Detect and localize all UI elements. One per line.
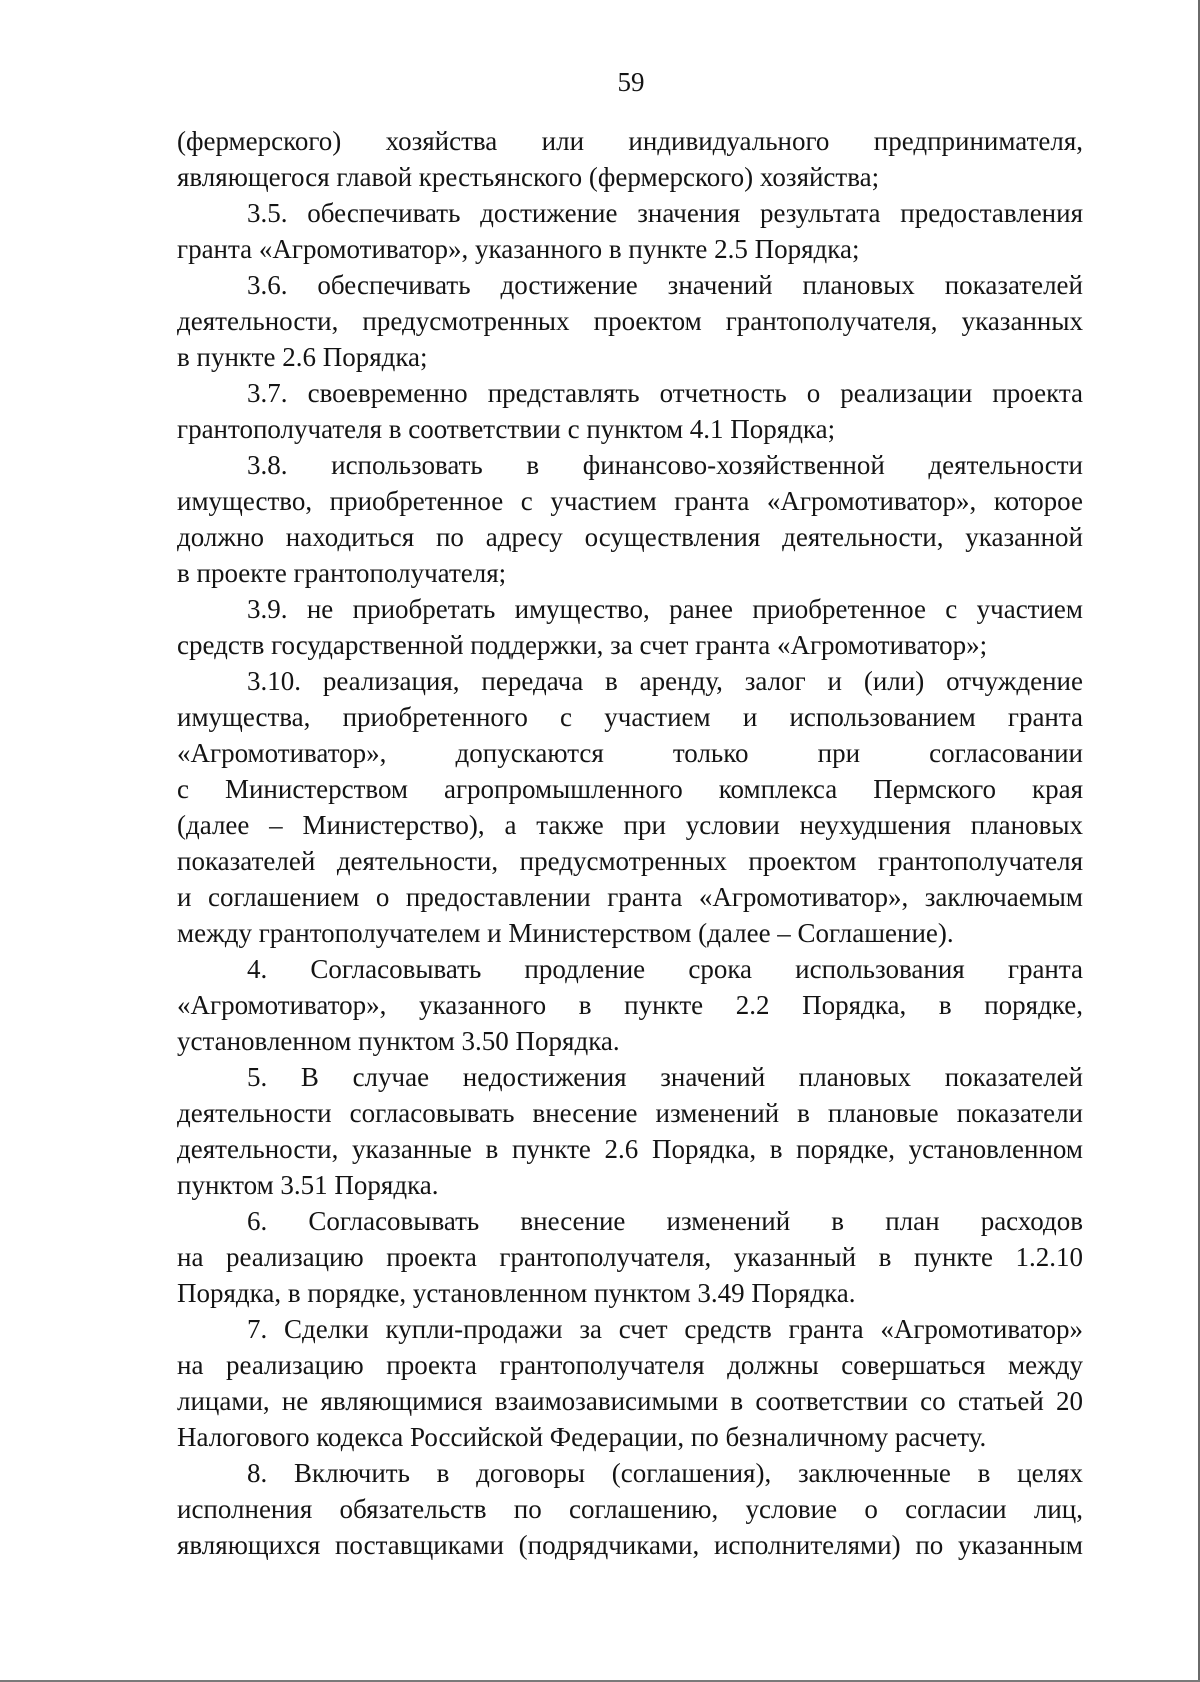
text-line: Порядка, в порядке, установленном пунктом 3.49 Порядка. <box>177 1278 856 1308</box>
text-line: в пункте 2.6 Порядка; <box>177 342 428 372</box>
text-line: «Агромотиватор», допускаются только при согласовании <box>177 738 1083 768</box>
text-line: исполнения обязательств по соглашению, условие о согласии лиц, <box>177 1494 1083 1524</box>
paragraph <box>177 375 1083 447</box>
text-line: 3.5. обеспечивать достижение значения результата предоставления <box>247 198 1083 228</box>
paragraph <box>177 663 1083 951</box>
text-line: 3.8. использовать в финансово-хозяйственной деятельности <box>247 450 1083 480</box>
text-line: между грантополучателем и Министерством (далее – Соглашение). <box>177 918 954 948</box>
text-line: 3.6. обеспечивать достижение значений плановых показателей <box>247 270 1083 300</box>
page-number: 59 <box>617 67 645 97</box>
text-line: 4. Согласовывать продление срока использования гранта <box>247 954 1083 984</box>
text-line: 3.9. не приобретать имущество, ранее приобретенное с участием <box>247 594 1083 624</box>
text-line: являющегося главой крестьянского (фермерского) хозяйства; <box>177 162 880 192</box>
text-line: установленном пунктом 3.50 Порядка. <box>177 1026 620 1056</box>
text-line: 7. Сделки купли-продажи за счет средств гранта «Агромотиватор» <box>247 1314 1083 1344</box>
text-line: лицами, не являющимися взаимозависимыми в соответствии со статьей 20 <box>177 1386 1083 1416</box>
text-line: (далее – Министерство), а также при условии неухудшения плановых <box>177 810 1083 840</box>
text-line: должно находиться по адресу осуществления деятельности, указанной <box>177 522 1083 552</box>
text-line: 5. В случае недостижения значений плановых показателей <box>247 1062 1083 1092</box>
text-line: средств государственной поддержки, за счет гранта «Агромотиватор»; <box>177 630 988 660</box>
text-line: (фермерского) хозяйства или индивидуального предпринимателя, <box>177 126 1083 156</box>
text-line: 3.10. реализация, передача в аренду, залог и (или) отчуждение <box>247 666 1083 696</box>
text-line: деятельности, указанные в пункте 2.6 Порядка, в порядке, установленном <box>177 1134 1083 1164</box>
text-line: являющихся поставщиками (подрядчиками, исполнителями) по указанным <box>177 1530 1083 1560</box>
paragraph <box>177 591 1083 663</box>
body-text <box>177 123 1083 1563</box>
text-line: и соглашением о предоставлении гранта «Агромотиватор», заключаемым <box>177 882 1083 912</box>
text-line: на реализацию проекта грантополучателя должны совершаться между <box>177 1350 1083 1380</box>
text-line: деятельности согласовывать внесение изменений в плановые показатели <box>177 1098 1083 1128</box>
text-line: «Агромотиватор», указанного в пункте 2.2 Порядка, в порядке, <box>177 990 1083 1020</box>
paragraph <box>177 267 1083 375</box>
paragraph <box>177 1203 1083 1311</box>
paragraph <box>177 123 1083 195</box>
paragraph <box>177 195 1083 267</box>
text-line: на реализацию проекта грантополучателя, указанный в пункте 1.2.10 <box>177 1242 1083 1272</box>
text-line: Налогового кодекса Российской Федерации, по безналичному расчету. <box>177 1422 987 1452</box>
text-line: гранта «Агромотиватор», указанного в пункте 2.5 Порядка; <box>177 234 860 264</box>
text-line: имущества, приобретенного с участием и использованием гранта <box>177 702 1083 732</box>
text-line: имущество, приобретенное с участием гранта «Агромотиватор», которое <box>177 486 1083 516</box>
text-line: 8. Включить в договоры (соглашения), заключенные в целях <box>247 1458 1083 1488</box>
text-line: грантополучателя в соответствии с пунктом 4.1 Порядка; <box>177 414 836 444</box>
text-line: пунктом 3.51 Порядка. <box>177 1170 439 1200</box>
paragraph <box>177 951 1083 1059</box>
paragraph <box>177 447 1083 591</box>
paragraph <box>177 1311 1083 1455</box>
paragraph <box>177 1455 1083 1563</box>
text-line: 3.7. своевременно представлять отчетность о реализации проекта <box>247 378 1083 408</box>
text-line: в проекте грантополучателя; <box>177 558 507 588</box>
text-line: с Министерством агропромышленного комплекса Пермского края <box>177 774 1083 804</box>
text-line: 6. Согласовывать внесение изменений в план расходов <box>247 1206 1083 1236</box>
paragraph <box>177 1059 1083 1203</box>
text-line: деятельности, предусмотренных проектом грантополучателя, указанных <box>177 306 1083 336</box>
text-line: показателей деятельности, предусмотренных проектом грантополучателя <box>177 846 1083 876</box>
